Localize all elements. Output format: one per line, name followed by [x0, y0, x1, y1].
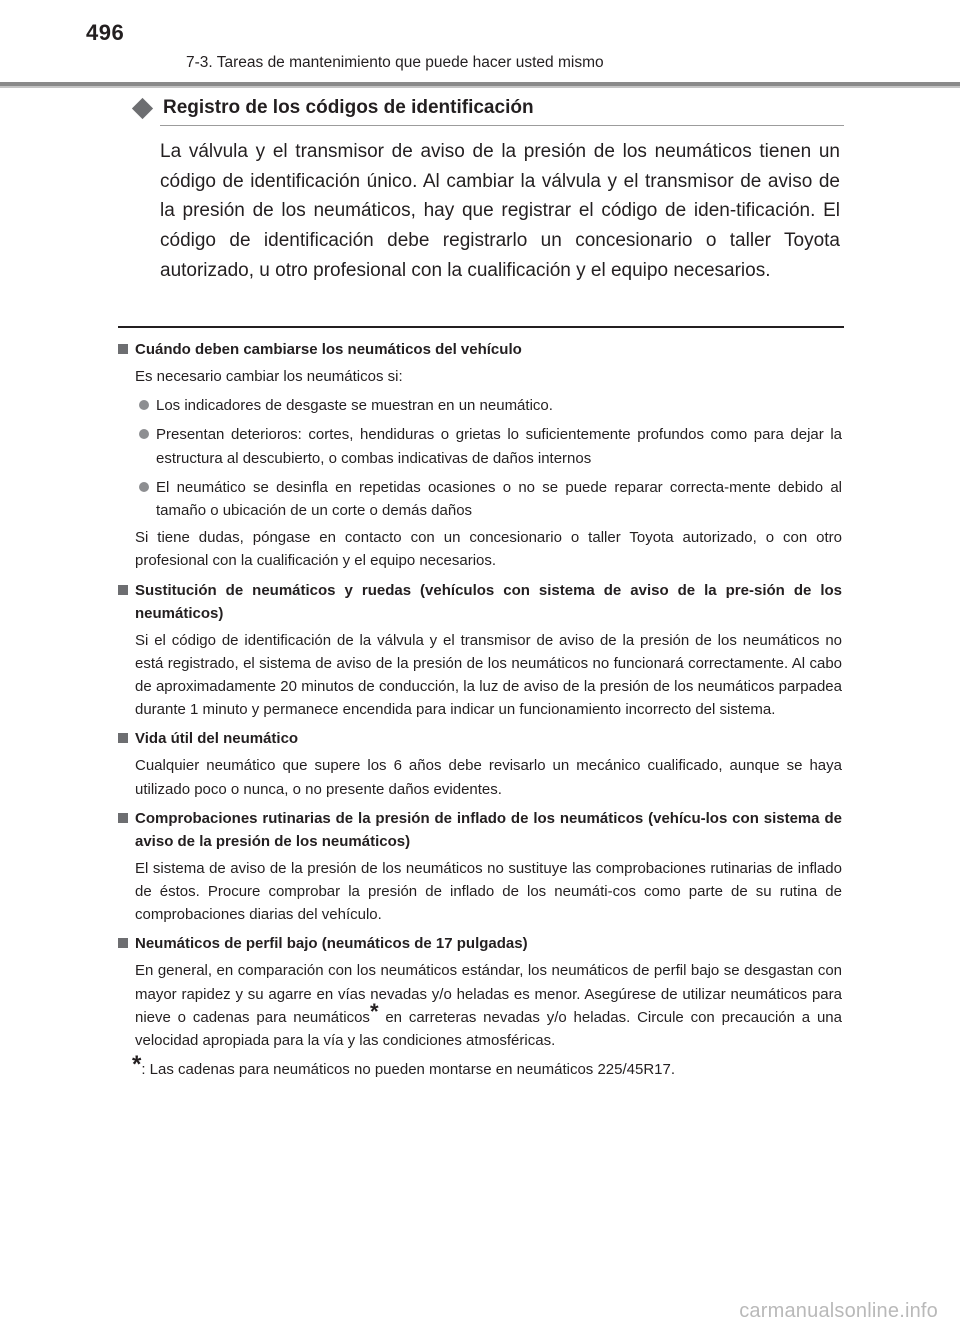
square-bullet-icon: [118, 813, 128, 823]
watermark: carmanualsonline.info: [739, 1300, 938, 1322]
round-bullet-icon: [139, 429, 149, 439]
list-item-text: El neumático se desinfla en repetidas ocasiones o no se puede reparar correcta-mente debido al tamaño o ubicación de un corte o demás daños: [156, 478, 842, 520]
diamond-icon: [132, 97, 153, 118]
note-heading-text: Comprobaciones rutinarias de la presión de inflado de los neumáticos (vehícu-los con sistema de aviso de la presión de los neumáticos): [135, 809, 842, 850]
list-item: [139, 423, 842, 469]
footnote: [132, 1051, 842, 1081]
note-heading: [118, 932, 842, 955]
paragraph-text: En general, en comparación con los neumáticos estándar, los neumáticos de perfil bajo se desgastan con mayor rapidez y su agarre en vías nevadas y/o heladas es menor. Asegúrese de utilizar neumáticos para nieve o cadenas para neumáticos: [135, 962, 842, 1026]
note-heading: [118, 579, 842, 625]
footnote-text: : Las cadenas para neumáticos no pueden montarse en neumáticos 225/45R17.: [141, 1061, 676, 1079]
round-bullet-icon: [139, 400, 149, 410]
page-number: 496: [86, 20, 125, 45]
square-bullet-icon: [118, 585, 128, 595]
section-title: Registro de los códigos de identificación: [163, 97, 534, 118]
note-heading-text: Neumáticos de perfil bajo (neumáticos de 17 pulgadas): [135, 935, 528, 953]
intro-paragraph: La válvula y el transmisor de aviso de la presión de los neumáticos tienen un código de identificación único. Al cambiar la válvula y el transmisor de aviso de la presión de los neumáticos, hay que registrar el código de iden-tificación. El código de identificación debe registrarlo un concesionario o taller Toyota autorizado, u otro profesional con la cualificación y el equipo necesarios.: [160, 141, 840, 281]
note-paragraph: [135, 959, 842, 1052]
section-divider: [118, 326, 844, 328]
list-item: [139, 476, 842, 522]
section-heading: [132, 97, 534, 119]
note-heading-text: Vida útil del neumático: [135, 730, 299, 748]
note-heading-text: Sustitución de neumáticos y ruedas (vehículos con sistema de aviso de la pre-sión de los neumáticos): [135, 581, 842, 622]
note-heading: [118, 807, 842, 853]
notes: [118, 338, 842, 1087]
note-heading: [118, 727, 842, 750]
breadcrumb: 7-3. Tareas de mantenimiento que puede hacer usted mismo: [186, 54, 604, 71]
note-paragraph: Si tiene dudas, póngase en contacto con un concesionario o taller Toyota autorizado, o con otro profesional con la cualificación y el equipo necesarios.: [135, 529, 842, 570]
paragraph-text: en carreteras nevadas y/o heladas. Circule con precaución a una velocidad apropiada para la vía y las condiciones atmosféricas.: [135, 1008, 842, 1050]
square-bullet-icon: [118, 344, 128, 354]
section-rule: [160, 125, 844, 126]
note-low-profile-tires: [118, 932, 842, 1081]
header-rule-light: [0, 86, 960, 88]
square-bullet-icon: [118, 938, 128, 948]
note-routine-pressure-checks: [118, 807, 842, 927]
note-paragraph: Si el código de identificación de la válvula y el transmisor de aviso de la presión de los neumáticos no está registrado, el sistema de aviso de la presión de los neumáticos no funcionará correctamente. Al cabo de aproximadamente 20 minutos de conducción, la luz de aviso de la presión de los neumáticos parpadea durante 1 minuto y permanece encendida para indicar un funcionamiento incorrecto del sistema.: [135, 631, 842, 719]
list-item: [139, 394, 842, 417]
note-tire-wheel-substitution: [118, 579, 842, 722]
round-bullet-icon: [139, 482, 149, 492]
square-bullet-icon: [118, 733, 128, 743]
note-tire-lifespan: [118, 727, 842, 800]
list-item-text: Los indicadores de desgaste se muestran en un neumático.: [156, 397, 553, 415]
note-paragraph: Cualquier neumático que supere los 6 años debe revisarlo un mecánico cualificado, aunque se haya utilizado poco o nunca, o no presente daños evidentes.: [135, 757, 842, 798]
note-heading-text: Cuándo deben cambiarse los neumáticos del vehículo: [135, 341, 522, 358]
list-item-text: Presentan deterioros: cortes, hendiduras o grietas lo suficientemente profundos como para dejar la estructura al descubierto, o combas indicativas de daños internos: [156, 426, 842, 467]
note-heading: [118, 338, 842, 361]
footnote-marker: *: [369, 998, 379, 1024]
footnote-marker: *: [132, 1051, 142, 1079]
note-paragraph: El sistema de aviso de la presión de los neumáticos no sustituye las comprobaciones rutinarias de inflado de éstos. Procure comprobar la presión de inflado de los neumáti-cos como parte de su rutina de comprobaciones diarias del vehículo.: [135, 859, 842, 924]
page-header: [0, 0, 960, 90]
note-paragraph: Es necesario cambiar los neumáticos si:: [135, 368, 403, 385]
note-tire-replacement: [118, 338, 842, 573]
